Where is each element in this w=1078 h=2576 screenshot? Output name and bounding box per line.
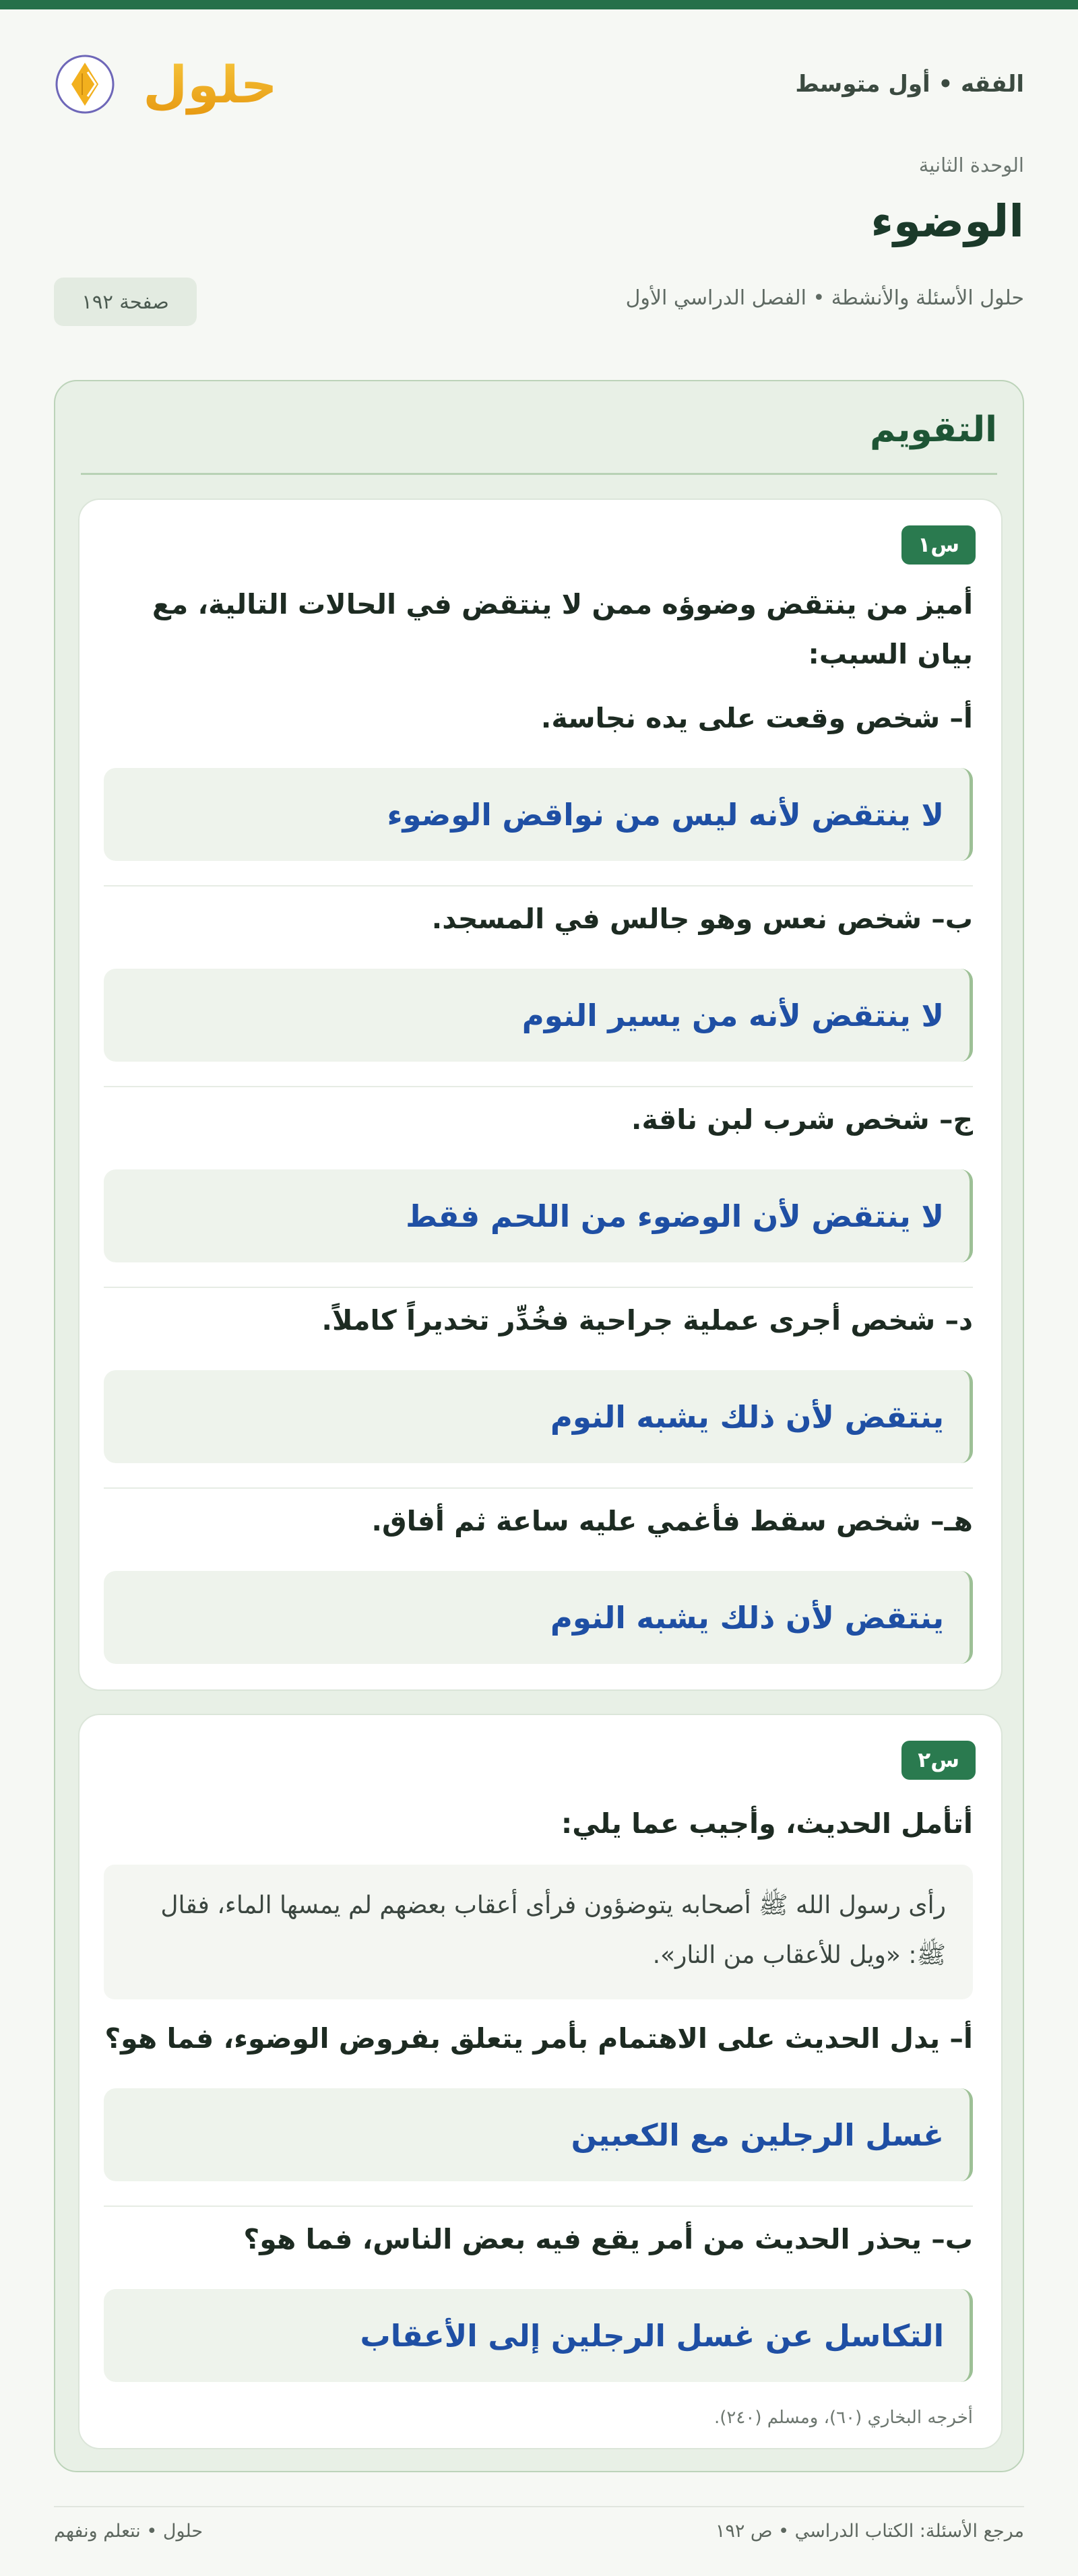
footer-reference: مرجع الأسئلة: الكتاب الدراسي • ص ١٩٢ — [715, 2521, 1024, 2542]
question-card-1 — [78, 498, 1003, 1691]
page-number-badge: صفحة ١٩٢ — [54, 278, 197, 326]
footer-divider — [54, 2506, 1024, 2507]
section-title: التقويم — [870, 410, 997, 450]
top-accent-bar — [0, 0, 1078, 9]
answer-box: ينتقض لأن ذلك يشبه النوم — [104, 1370, 973, 1463]
question-number-badge: س٢ — [901, 1741, 976, 1780]
sub-question: أ– يدل الحديث على الاهتمام بأمر يتعلق بفروض الوضوء، فما هو؟ — [104, 2022, 973, 2055]
answer-box: ينتقض لأن ذلك يشبه النوم — [104, 1571, 973, 1664]
section-divider — [81, 473, 997, 475]
breadcrumb: الفقه • أول متوسط — [795, 71, 1024, 98]
answer-box: لا ينتقض لأن الوضوء من اللحم فقط — [104, 1169, 973, 1262]
item-divider — [104, 2205, 973, 2207]
answer-box: غسل الرجلين مع الكعبين — [104, 2088, 973, 2181]
sub-question: هـ– شخص سقط فأغمي عليه ساعة ثم أفاق. — [371, 1505, 973, 1537]
unit-label: الوحدة الثانية — [918, 154, 1024, 176]
item-divider — [104, 1287, 973, 1288]
sub-question: أ– شخص وقعت على يده نجاسة. — [540, 702, 973, 734]
sub-question: ب– يحذر الحديث من أمر يقع فيه بعض الناس، فما هو؟ — [243, 2223, 973, 2255]
hadith-reference: أخرجه البخاري (٦٠)، ومسلم (٢٤٠). — [714, 2408, 973, 2428]
item-divider — [104, 1487, 973, 1489]
item-divider — [104, 885, 973, 887]
logo-wordmark — [123, 47, 298, 121]
page-header — [54, 40, 1024, 128]
svg-text:حلول: حلول — [143, 55, 278, 115]
answer-box: لا ينتقض لأنه ليس من نواقض الوضوء — [104, 768, 973, 861]
question-text: أتأمل الحديث، وأجيب عما يلي: — [561, 1807, 973, 1840]
item-divider — [104, 1086, 973, 1087]
page-title: الوضوء — [870, 195, 1024, 247]
logo[interactable] — [54, 47, 298, 121]
sub-question: د– شخص أجرى عملية جراحية فخُدِّر تخديراً كاملاً. — [321, 1304, 973, 1337]
question-text: أميز من ينتقض وضوؤه ممن لا ينتقض في الحالات التالية، مع بيان السبب: — [152, 588, 973, 670]
answer-box: لا ينتقض لأنه من يسير النوم — [104, 969, 973, 1062]
footer-brand[interactable]: حلول • نتعلم ونفهم — [54, 2521, 203, 2542]
sub-question: ب– شخص نعس وهو جالس في المسجد. — [431, 903, 973, 935]
page-subtitle: حلول الأسئلة والأنشطة • الفصل الدراسي الأول — [625, 286, 1024, 310]
question-number-badge: س١ — [901, 525, 976, 565]
book-icon — [54, 53, 116, 115]
hadith-quote: رأى رسول الله ﷺ أصحابه يتوضؤون فرأى أعقاب بعضهم لم يمسها الماء، فقال ﷺ: «ويل للأعقاب من النار». — [104, 1865, 973, 1999]
question-card-2 — [78, 1714, 1003, 2449]
sub-question: ج– شخص شرب لبن ناقة. — [631, 1103, 973, 1136]
answer-box: التكاسل عن غسل الرجلين إلى الأعقاب — [104, 2289, 973, 2382]
evaluation-section — [54, 380, 1024, 2472]
